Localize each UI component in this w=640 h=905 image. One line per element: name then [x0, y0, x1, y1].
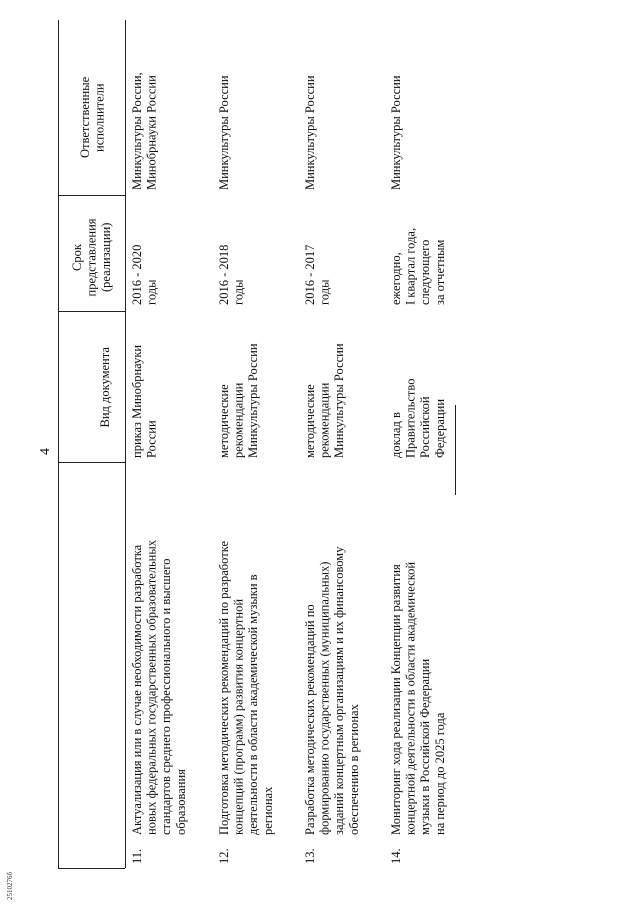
row-deadline: годы: [317, 279, 332, 305]
row-measure-text: Подготовка методических рекомендаций по разработке: [217, 540, 231, 835]
header-col-divider: [58, 195, 125, 196]
row-deadline: годы: [144, 279, 159, 305]
row-measure-text: деятельности в области академической музыки в: [246, 574, 261, 835]
row-responsible: Минкультуры России: [389, 75, 403, 190]
row-document-type: Федерации: [432, 398, 447, 458]
row-deadline: I квартал года,: [403, 227, 418, 305]
footer-code: 2510276б: [6, 871, 14, 900]
row-number: 13.: [303, 848, 317, 864]
row-measure-text: концертной деятельности в области академической: [403, 561, 418, 835]
row-document-type: рекомендации: [231, 382, 246, 458]
row-document-type: России: [144, 420, 159, 458]
header-responsible: Ответственные: [78, 76, 92, 158]
row-document-type: приказ Минобрнауки: [130, 344, 144, 458]
row-measure-text: формированию государственных (муниципальных): [317, 561, 332, 835]
row-deadline: ежегодно,: [389, 252, 403, 305]
row-number: 12.: [217, 848, 231, 864]
row-measure-text: Актуализация или в случае необходимости разработка: [130, 544, 144, 835]
row-deadline: 2016 - 2018: [217, 244, 231, 305]
row-document-type: Российской: [418, 396, 433, 458]
row-measure-text: стандартов среднего профессионального и высшего: [159, 558, 174, 835]
row-document-type: методические: [217, 384, 231, 458]
table-end-separator: [455, 405, 456, 495]
row-measure-text: заданий концертным организациям и их финансовому: [332, 546, 347, 835]
row-measure-text: обеспечению в регионах: [346, 704, 361, 835]
row-measure-text: регионах: [260, 786, 275, 835]
page-number: 4: [38, 448, 53, 455]
row-measure-text: новых федеральных государственных образовательных: [144, 539, 159, 835]
row-responsible: Минкультуры России: [303, 75, 317, 190]
row-deadline: годы: [231, 279, 246, 305]
header-doc-type: Вид документа: [98, 347, 112, 428]
table-top-border: [58, 20, 59, 868]
header-deadline: Срок: [70, 244, 84, 271]
header-deadline: (реализации): [99, 222, 114, 292]
row-deadline: 2016 - 2020: [130, 244, 144, 305]
row-deadline: за отчетным: [432, 239, 447, 305]
header-col-divider: [58, 868, 125, 869]
row-document-type: Правительство: [403, 378, 418, 458]
row-measure-text: на период до 2025 года: [432, 712, 447, 835]
row-number: 11.: [130, 848, 144, 864]
row-responsible: Минкультуры России: [217, 75, 231, 190]
row-measure-text: Разработка методических рекомендаций по: [303, 604, 317, 835]
row-measure-text: образования: [173, 769, 188, 835]
header-col-divider: [58, 462, 125, 463]
row-responsible: Минкультуры России,: [130, 72, 144, 190]
row-measure-text: концепций (программ) развития концертной: [231, 598, 246, 835]
row-responsible: Минобрнауки России: [144, 75, 159, 190]
row-document-type: Минкультуры России: [246, 343, 261, 458]
row-measure-text: Мониторинг хода реализации Концепции развития: [389, 564, 403, 835]
row-measure-text: музыки в Российской Федерации: [418, 658, 433, 835]
row-document-type: рекомендации: [317, 382, 332, 458]
header-responsible: исполнители: [92, 83, 107, 152]
row-number: 14.: [389, 848, 403, 864]
header-deadline: представления: [84, 218, 99, 297]
table-header-bottom-border: [125, 20, 126, 868]
row-deadline: 2016 - 2017: [303, 244, 317, 305]
row-document-type: методические: [303, 384, 317, 458]
row-document-type: доклад в: [389, 412, 403, 458]
header-col-divider: [58, 311, 125, 312]
row-deadline: следующего: [418, 239, 433, 305]
row-document-type: Минкультуры России: [332, 343, 347, 458]
